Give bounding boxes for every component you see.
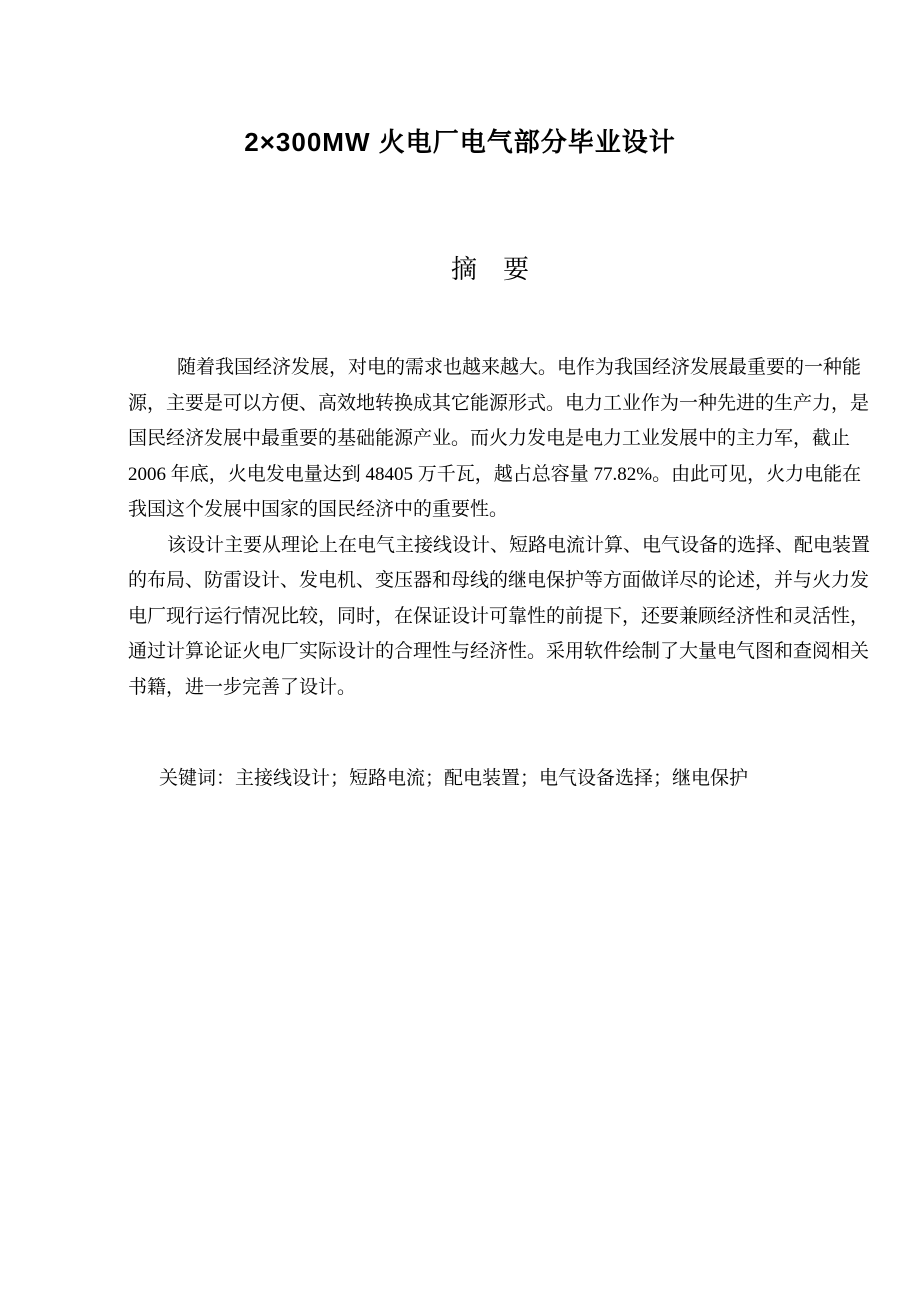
- keywords-line: 关键词：主接线设计；短路电流；配电装置；电气设备选择；继电保护: [159, 768, 749, 789]
- document-title: 2×300MW 火电厂电气部分毕业设计: [244, 127, 676, 157]
- abstract-line: 书籍，进一步完善了设计。: [128, 676, 357, 698]
- abstract-line: 的布局、防雷设计、发电机、变压器和母线的继电保护等方面做详尽的论述，并与火力发: [128, 570, 870, 591]
- abstract-line: 该设计主要从理论上在电气主接线设计、短路电流计算、电气设备的选择、配电装置: [167, 534, 871, 556]
- abstract-line: 国民经济发展中最重要的基础能源产业。而火力发电是电力工业发展中的主力军，截止: [128, 428, 851, 449]
- abstract-line: 2006 年底，火电发电量达到 48405 万千瓦，越占总容量 77.82%。由此可见，火力电能在: [128, 463, 862, 485]
- abstract-line: 随着我国经济发展，对电的需求也越来越大。电作为我国经济发展最重要的一种能: [177, 357, 862, 378]
- abstract-line: 源，主要是可以方便、高效地转换成其它能源形式。电力工业作为一种先进的生产力，是: [128, 392, 870, 414]
- abstract-line: 电厂现行运行情况比较，同时，在保证设计可靠性的前提下，还要兼顾经济性和灵活性，: [128, 605, 870, 627]
- abstract-line: 通过计算论证火电厂实际设计的合理性与经济性。采用软件绘制了大量电气图和查阅相关: [128, 641, 870, 662]
- abstract-body: [128, 350, 871, 705]
- abstract-line: 我国这个发展中国家的国民经济中的重要性。: [128, 499, 509, 520]
- abstract-heading: 摘 要: [450, 255, 529, 284]
